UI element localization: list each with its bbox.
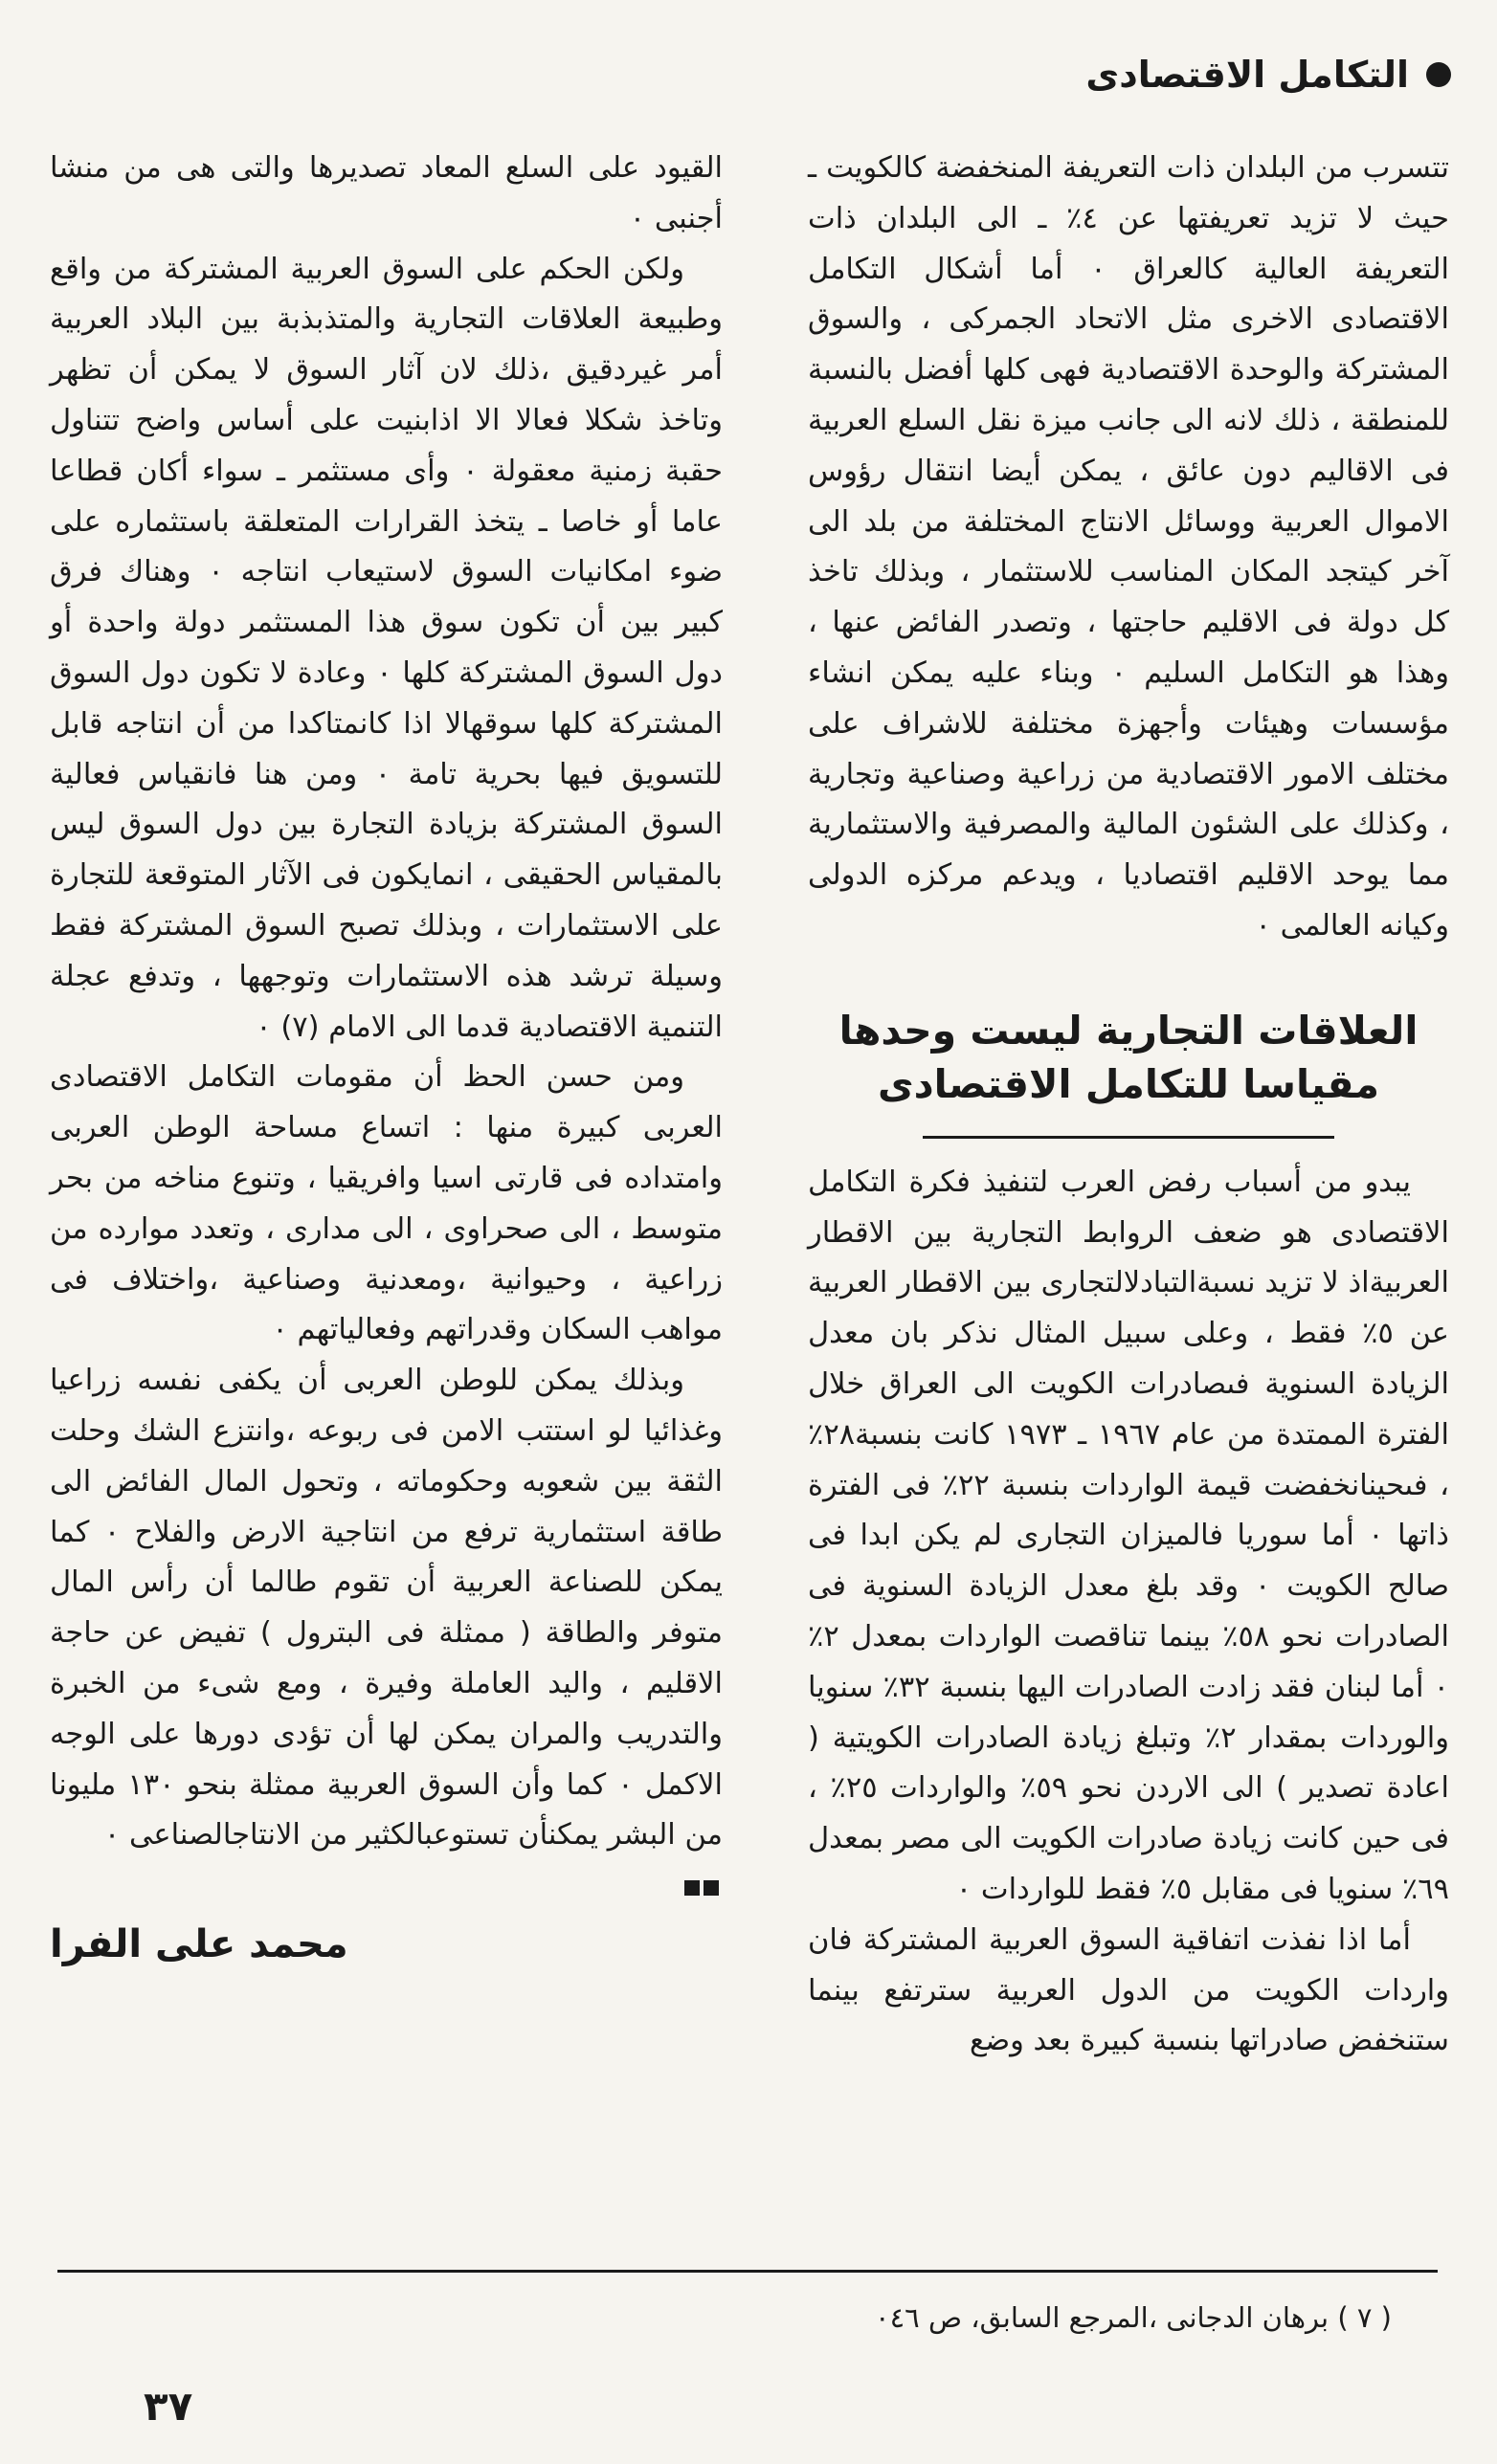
body-paragraph: يبدو من أسباب رفض العرب لتنفيذ فكرة التكامل الاقتصادى هو ضعف الروابط التجارية بين الاقطار العربيةاذ لا تزيد نسبةالتبادلالتجارى بين الاقطار العربية عن ٥٪ فقط ، وعلى سبيل المثال نذكر بان معدل الزيادة السنوية فىصادرات الكويت الى العراق خلال الفترة الممتدة من عام ١٩٦٧ ـ ١٩٧٣ كانت بنسبة٢٨٪ ، فىحينانخفضت قيمة الواردات بنسبة ٢٢٪ فى الفترة ذاتها ٠ أما سوريا فالميزان التجارى لم يكن ابدا فى صالح الكويت ٠ وقد بلغ معدل الزيادة السنوية فى الصادرات نحو ٥٨٪ بينما تناقصت الواردات بمعدل ٢٪ ٠ أما لبنان فقد زادت الصادرات اليها بنسبة ٣٢٪ سنويا والوردات بمقدار ٢٪ وتبلغ زيادة الصادرات الكويتية ( اعادة تصدير ) الى الاردن نحو ٥٩٪ والواردات ٢٥٪ ، فى حين كانت زيادة صادرات الكويت الى مصر بمعدل ٦٩٪ سنويا فى مقابل ٥٪ فقط للواردات ٠ (808, 1165, 1450, 1906)
body-paragraph: ولكن الحكم على السوق العربية المشتركة من واقع وطبيعة العلاقات التجارية والمتذبذبة بين البلاد العربية أمر غيردقيق ،ذلك لان آثار السوق لا يمكن أن تظهر وتاخذ شكلا فعالا الا اذابنيت على أساس واضح تتناول حقبة زمنية معقولة ٠ وأى مستثمر ـ سواء أكان قطاعا عاما أو خاصا ـ يتخذ القرارات المتعلقة باستثماره على ضوء امكانيات السوق لاستيعاب انتاجه ٠ وهناك فرق كبير بين أن تكون سوق هذا المستثمر دولة واحدة أو دول السوق المشتركة كلها ٠ وعادة لا تكون دول السوق المشتركة كلها سوقهالا اذا كانمتاكدا من أن انتاجه قابل للتسويق فيها بحرية تامة ٠ ومن هنا فانقياس فعالية السوق المشتركة بزيادة التجارة بين دول السوق ليس بالمقياس الحقيقى ، انمايكون فى الآثار المتوقعة للتجارة على الاستثمارات ، وبذلك تصبح السوق المشتركة فقط وسيلة ترشد هذه الاستثمارات وتوجهها ، وتدفع عجلة التنمية الاقتصادية قدما الى الامام (٧) ٠ (50, 252, 723, 1044)
author-name: محمد على الفرا (50, 1922, 348, 1967)
body-paragraph: أما اذا نفذت اتفاقية السوق العربية المشتركة فان واردات الكويت من الدول العربية سترتفع بينما ستنخفض صادراتها بنسبة كبيرة بعد وضع (808, 1922, 1449, 2058)
footnote-divider (57, 2270, 1438, 2273)
bullet-icon (1426, 62, 1451, 87)
section-subheading: العلاقات التجارية ليست وحدها مقياسا للتكامل الاقتصادى (838, 1007, 1419, 1107)
running-head-title: التكامل الاقتصادى (1085, 54, 1409, 96)
footnote: ( ٧ ) برهان الدجانى ،المرجع السابق، ص ٠٤٦ (875, 2301, 1392, 2334)
body-paragraph: ومن حسن الحظ أن مقومات التكامل الاقتصادى العربى كبيرة منها : اتساع مساحة الوطن العربى وامتداده فى قارتى اسيا وافريقيا ، وتنوع مناخه من بحر متوسط ، الى صحراوى ، الى مدارى ، وتعدد موارده من زراعية ، وحيوانية ،ومعدنية وصناعية ،واختلاف فى مواهب السكان وقدراتهم وفعالياتهم ٠ (50, 1060, 723, 1347)
body-paragraph: القيود على السلع المعاد تصديرها والتى هى من منشا أجنبى ٠ (50, 151, 723, 235)
page-number: ٣٧ (144, 2383, 193, 2430)
right-column (808, 144, 1449, 2067)
body-paragraph: وبذلك يمكن للوطن العربى أن يكفى نفسه زراعيا وغذائيا لو استتب الامن فى ربوعه ،وانتزع الشك وحلت الثقة بين شعوبه وحكوماته ، وتحول المال الفائض الى طاقة استثمارية ترفع من انتاجية الارض والفلاح ٠ كما يمكن للصناعة العربية أن تقوم طالما أن رأس المال متوفر والطاقة ( ممثلة فى البترول ) تفيض عن حاجة الاقليم ، واليد العاملة وفيرة ، ومع شىء من الخبرة والتدريب والمران يمكن لها أن تؤدى دورها على الوجه الاكمل ٠ كما وأن السوق العربية ممثلة بنحو ١٣٠ مليونا من البشر يمكنأن تستوعبالكثير من الانتاجالصناعى ٠ (50, 1364, 723, 1853)
opening-paragraph: تتسرب من البلدان ذات التعريفة المنخفضة كالكويت ـ حيث لا تزيد تعريفتها عن ٤٪ ـ الى البلدان ذات التعريفة العالية كالعراق ٠ أما أشكال التكامل الاقتصادى الاخرى مثل الاتحاد الجمركى ، والسوق المشتركة والوحدة الاقتصادية فهى كلها أفضل بالنسبة للمنطقة ، ذلك لانه الى جانب ميزة نقل السلع العربية فى الاقاليم دون عائق ، يمكن أيضا انتقال رؤوس الاموال العربية ووسائل الانتاج المختلفة من بلد الى آخر كيتجد المكان المناسب للاستثمار ، وبذلك تاخذ كل دولة فى الاقليم حاجتها ، وتصدر الفائض عنها ، وهذا هو التكامل السليم ٠ وبناء عليه يمكن انشاء مؤسسات وهيئات وأجهزة مختلفة للاشراف على مختلف الامور الاقتصادية من زراعية وصناعية وتجارية ، وكذلك على الشئون المالية والمصرفية والاستثمارية مما يوحد الاقليم اقتصاديا ، ويدعم مركزه الدولى وكيانه العالمى ٠ (808, 151, 1450, 943)
subheading-rule (923, 1136, 1334, 1139)
running-head (953, 46, 1451, 103)
left-column (50, 144, 723, 1968)
end-mark-icon (50, 1880, 719, 1896)
